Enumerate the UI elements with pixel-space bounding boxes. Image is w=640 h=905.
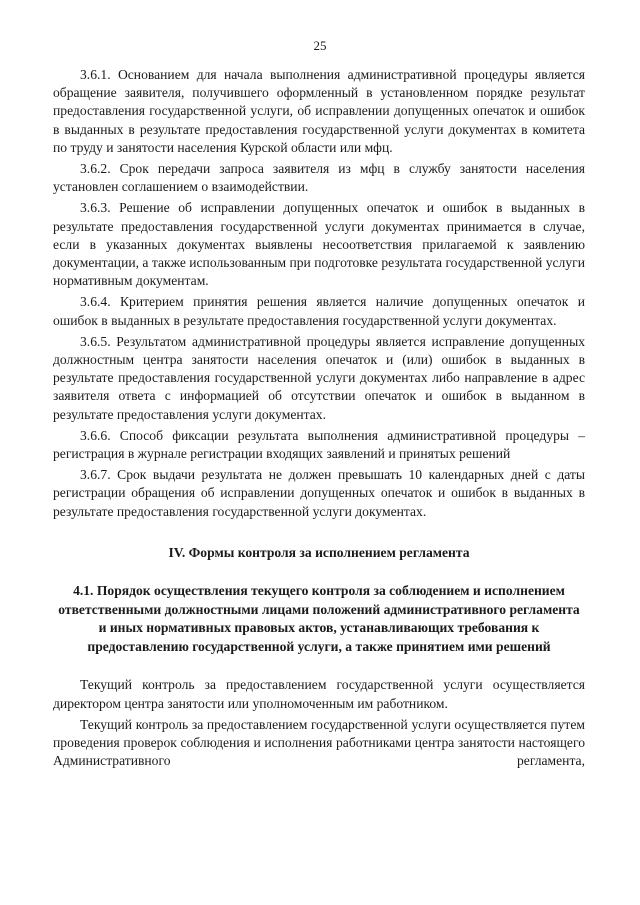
sub-heading: 4.1. Порядок осуществления текущего контроля за соблюдением и исполнением ответственными должностными лицами положений административного регламента и иных нормативных правовых актов, устанавливающих требования к предоставлению государственной услуги, а также принятием ими решений: [58, 583, 580, 654]
paragraph-current-control-1: Текущий контроль за предоставлением государственной услуги осуществляется директором центра занятости или уполномоченным им работником.: [53, 677, 585, 711]
paragraph-3-6-2: 3.6.2. Срок передачи запроса заявителя из мфц в службу занятости населения установлен соглашением о взаимодействии.: [53, 161, 585, 195]
paragraph-3-6-4: 3.6.4. Критерием принятия решения является наличие допущенных опечаток и ошибок в выданных в результате предоставления государственной услуги документах.: [53, 294, 585, 328]
paragraph-3-6-6: 3.6.6. Способ фиксации результата выполнения административной процедуры – регистрация в журнале регистрации входящих заявлений и принятых решений: [53, 427, 585, 462]
paragraph-3-6-1: 3.6.1. Основанием для начала выполнения административной процедуры является обращение заявителя, получившего оформленный в установленном порядке результат предоставления государственной услуги, об исправлении допущенных опечаток и ошибок в выданных в результате предоставления государственной услуги документах в комитета по труду и занятости населения Курской области или мфц.: [53, 67, 585, 155]
paragraph-3-6-5: 3.6.5. Результатом административной процедуры является исправление допущенных должностным центра занятости населения опечаток и (или) ошибок в выданных в результате предоставления государственной услуги документах либо направление в адрес заявителя ответа с информацией об отсутствии опечаток и ошибок в выданном в результате предоставления услуги документах.: [53, 333, 585, 422]
paragraph-current-control-2: Текущий контроль за предоставлением государственной услуги осуществляется путем проведения проверок соблюдения и исполнения работниками центра занятости настоящего Административного регламента,: [53, 716, 585, 769]
page-number: 25: [313, 38, 327, 53]
document-body: [53, 66, 585, 773]
paragraph-3-6-7: 3.6.7. Срок выдачи результата не должен превышать 10 календарных дней с даты регистрации обращения об исправлении допущенных опечаток и ошибок в выданных в результате предоставления государственной услуги документах.: [53, 467, 585, 519]
section-heading: IV. Формы контроля за исполнением регламента: [168, 544, 470, 560]
paragraph-3-6-3: 3.6.3. Решение об исправлении допущенных опечаток и ошибок в выданных в результате предоставления государственной услуги документах принимается в случае, если в указанных документах выявлены несоответствия прилагаемой к заявлению документации, а также использованным при подготовке результата государственной услуги нормативным документам.: [53, 200, 585, 289]
